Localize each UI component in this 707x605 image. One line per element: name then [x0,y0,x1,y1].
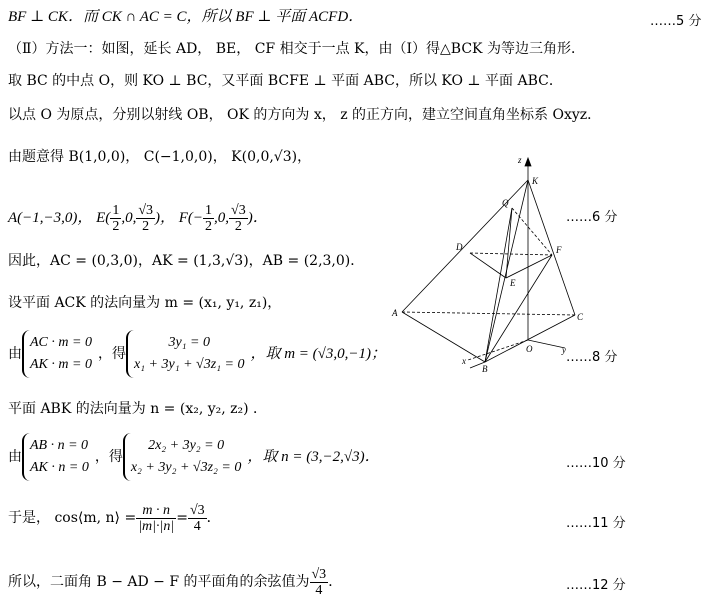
sys4-eq-b: x₂ + 3y₂ + √3z₂ = 0 [130,460,242,475]
system-2 [126,330,251,378]
line-12 [8,498,221,538]
line-2: （Ⅱ）方法一：如图，延长 AD， BE， CF 相交于一点 K，由（Ⅰ）得△BCK 为等边三角形． [8,41,585,57]
frac-cos-value [188,503,207,534]
frac-answer [310,567,329,598]
frac-half [110,203,121,234]
system-3 [22,433,95,481]
z-arrow [525,158,531,166]
label-q: Q [502,198,509,208]
frac-answer-num: √3 [311,566,327,582]
score-6: ……6 分 [566,210,618,225]
l9-pre: 由 [8,346,22,362]
sys4-eq-a: 2x₂ + 3y₂ = 0 [148,438,225,453]
line-1: BF ⊥ CK．而 CK ∩ AC = C，所以 BF ⊥ 平面 ACFD． [8,9,364,25]
label-d: D [456,242,463,252]
l11-mid: ，得 [94,449,123,465]
frac-cos-value-den: 4 [193,518,201,534]
label-a: A [392,308,398,318]
sys2-eq-b: x₁ + 3y₁ + √3z₁ = 0 [133,357,245,372]
y-axis [528,340,565,348]
label-b: B [482,364,488,374]
line-7: 因此，AC = (0,3,0)，AK = (1,3,√3)，AB = (2,3,0)． [8,253,365,269]
frac-r3-2-num: √3 [231,202,246,218]
l11-post: ，取 n = (3,−2,√3)． [247,449,380,465]
coord-f-mid: ,0, [214,210,230,226]
sys1-eq-a: AC · m = 0 [30,335,92,350]
edge-qe [506,208,512,278]
score-11: ……11 分 [566,516,626,531]
edge-bf [485,255,552,362]
line-3: 取 BC 的中点 O，则 KO ⊥ BC，又平面 BCFE ⊥ 平面 ABC，所以 KO ⊥ 平面 ABC． [8,73,563,89]
sys2-eq-a: 3y₁ = 0 [168,335,210,350]
label-x: x [462,356,466,366]
line-10: 平面 ABK 的法向量为 n = (x₂, y₂, z₂) ． [8,401,268,417]
l11-pre: 由 [8,449,22,465]
coord-e-mid: ,0, [121,210,137,226]
label-z: z [518,155,522,165]
frac-r3-den: 2 [142,218,150,234]
label-c: C [577,312,584,322]
frac-half-2 [203,203,214,234]
frac-r3-2 [229,203,248,234]
l9-mid: ，得 [97,346,126,362]
score-12: ……12 分 [566,578,626,593]
frac-cos-den: |m|·|n| [138,518,175,534]
score-10: ……10 分 [566,456,626,471]
sys3-eq-b: AK · n = 0 [30,460,89,475]
line-13 [8,562,342,602]
l12-post: ． [206,510,221,526]
edge-ac [402,312,575,315]
coord-f-end: )． [247,210,268,226]
system-4 [123,433,248,481]
geometry-figure [390,150,590,375]
frac-half-den: 2 [112,218,120,234]
line-9 [8,330,386,378]
l12-eq: = [176,510,188,526]
frac-r3-2-den: 2 [234,218,242,234]
l13-pre: 所以，二面角 B − AD − F 的平面角的余弦值为 [8,574,310,590]
line-4: 以点 O 为原点，分别以射线 OB， OK 的方向为 x， z 的正方向，建立空间直角坐标系 Oxyz． [8,107,602,123]
system-1 [22,330,98,378]
label-k: K [532,176,539,186]
label-e: E [510,278,516,288]
label-o: O [526,344,533,354]
sys3-eq-a: AB · n = 0 [30,438,89,453]
edge-qb [485,208,512,362]
edge-ab [402,312,485,362]
frac-cos-value-num: √3 [189,502,205,518]
coord-a-e: A(−1,−3,0)， E( [8,210,111,226]
sys1-eq-b: AK · m = 0 [30,357,92,372]
l13-post: ． [328,574,343,590]
l12-pre: 于是， cos⟨m, n⟩ = [8,510,137,526]
line-5: 由题意得 B(1,0,0)， C(−1,0,0)， K(0,0,√3)， [8,149,312,165]
frac-cos [136,503,176,534]
label-y: y [562,345,566,355]
frac-r3 [136,203,155,234]
edge-ck [528,180,575,315]
frac-half-2-den: 2 [205,218,213,234]
coord-f-start: )， F(− [155,210,204,226]
frac-half-num: 1 [112,202,120,218]
score-5: ……5 分 [650,14,702,29]
frac-answer-den: 4 [315,582,323,598]
frac-r3-num: √3 [138,202,153,218]
line-6 [8,198,268,238]
label-f: F [556,245,562,255]
score-8: ……8 分 [566,350,618,365]
line-8: 设平面 ACK 的法向量为 m = (x₁, y₁, z₁)， [8,295,282,311]
frac-half-2-num: 1 [205,202,213,218]
line-11 [8,433,380,481]
frac-cos-num: m · n [136,503,176,519]
l9-post: ，取 m = (√3,0,−1)； [250,346,387,362]
